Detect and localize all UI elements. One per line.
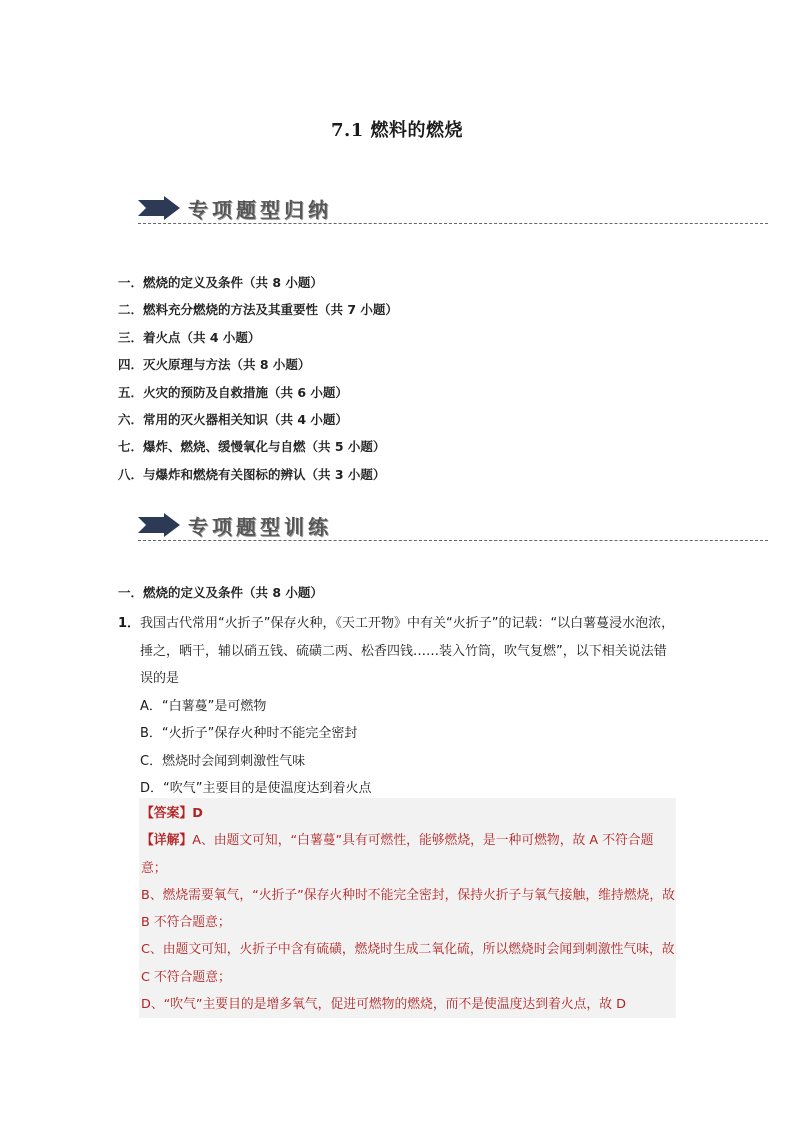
detail-line: D、“吹气”主要目的是增多氧气，促进可燃物的燃烧，而不是使温度达到着火点，故 D [141, 997, 626, 1013]
option-list [140, 693, 678, 803]
divider [138, 540, 768, 541]
detail-line: B、燃烧需要氧气，“火折子”保存火种时不能完全密封，保持火折子与氧气接触，维持燃烧，故 B 不符合题意； [141, 887, 675, 931]
question-number: 1． [118, 616, 141, 631]
detail-label: 【详解】 [141, 833, 193, 849]
arrow-icon [138, 196, 180, 220]
topic-item: 六．常用的灭火器相关知识（共 4 小题） [118, 411, 348, 427]
answer-explanation [139, 798, 676, 1018]
topic-item: 七．爆炸、燃烧、缓慢氧化与自燃（共 5 小题） [118, 439, 386, 455]
topic-item: 八．与爆炸和燃烧有关图标的辨认（共 3 小题） [118, 466, 386, 482]
answer-value: D [192, 806, 203, 821]
arrow-icon [138, 513, 180, 537]
answer-label: 【答案】 [141, 806, 193, 821]
option-c: C．燃烧时会闻到刺激性气味 [140, 753, 306, 769]
option-d: D．“吹气”主要目的是使温度达到着火点 [140, 781, 372, 796]
section-banner-training [138, 505, 768, 545]
question-1 [118, 610, 678, 803]
page-title: 7.1 燃料的燃烧 [330, 120, 464, 141]
detail-line: C、由题文可知，火折子中含有硫磺，燃烧时生成二氧化硫，所以燃烧时会闻到刺激性气味，故 C 不符合题意； [141, 942, 675, 985]
topic-item: 四．灭火原理与方法（共 8 小题） [118, 357, 311, 373]
banner-label: 专项题型归纳 [188, 198, 332, 222]
question-stem: 我国古代常用“火折子”保存火种，《天工开物》中有关“火折子”的记载：“以白薯蔓浸水泡浓，捶之，晒干，辅以硝五钱、硫磺二两、松香四钱……装入竹筒，吹气复燃”，以下相关说法错误的是 [140, 616, 675, 686]
section-title: 一．燃烧的定义及条件（共 8 小题） [118, 585, 323, 600]
section-banner-summary [138, 188, 768, 228]
detail-line: A、由题文可知，“白薯蔓”具有可燃性，能够燃烧，是一种可燃物，故 A 不符合题意； [141, 833, 654, 876]
topic-item: 三．着火点（共 4 小题） [118, 329, 261, 345]
topic-list [118, 273, 398, 492]
topic-item: 二．燃料充分燃烧的方法及其重要性（共 7 小题） [118, 302, 398, 318]
topic-item: 五．火灾的预防及自救措施（共 6 小题） [118, 384, 348, 400]
divider [138, 223, 768, 224]
option-b: B．“火折子”保存火种时不能完全密封 [140, 726, 358, 741]
banner-label: 专项题型训练 [188, 515, 332, 539]
option-a: A．“白薯蔓”是可燃物 [140, 698, 267, 714]
topic-item: 一．燃烧的定义及条件（共 8 小题） [118, 275, 323, 290]
